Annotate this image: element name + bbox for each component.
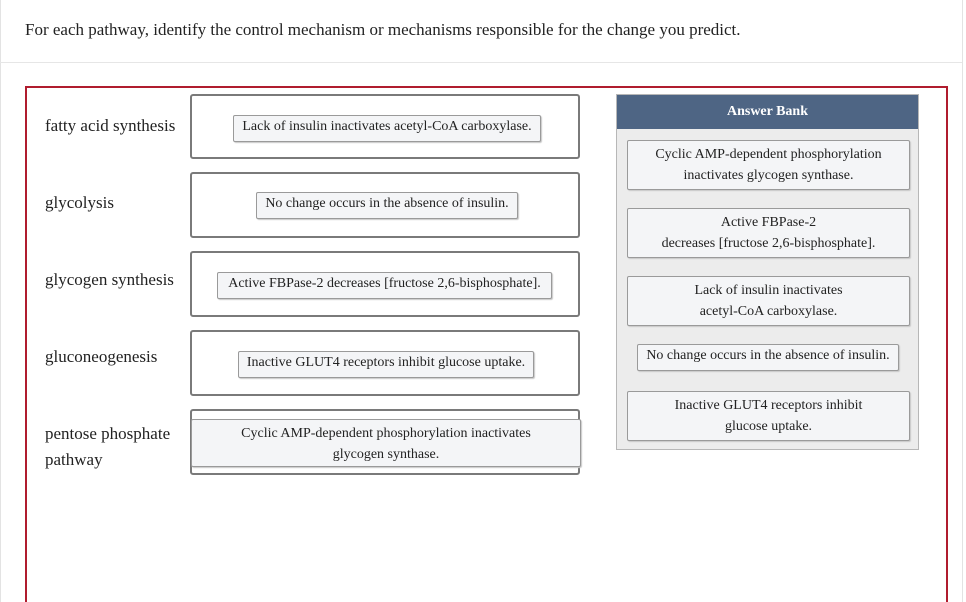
placed-answer-chip[interactable]: No change occurs in the absence of insulin. — [256, 192, 518, 219]
chip-text-line: acetyl-CoA carboxylase. — [699, 304, 838, 319]
pathway-label-glycolysis: glycolysis — [45, 193, 114, 212]
pathway-label-pentose-phosphate — [45, 421, 170, 473]
chip-text-line: Cyclic AMP-dependent phosphorylation — [655, 147, 882, 162]
placed-answer-chip[interactable] — [191, 419, 581, 467]
answer-bank-chip-no-change[interactable] — [637, 344, 899, 371]
chip-text-line: glucose uptake. — [724, 419, 813, 434]
pathway-label-glycogen-synthesis: glycogen synthesis — [45, 270, 174, 289]
chip-text-line: Lack of insulin inactivates — [694, 283, 843, 298]
placed-answer-chip[interactable]: Lack of insulin inactivates acetyl-CoA carboxylase. — [233, 115, 541, 142]
answer-bank — [616, 94, 919, 450]
answer-bank-chip-cyclic-amp[interactable] — [627, 140, 910, 190]
placed-answer-chip[interactable]: Inactive GLUT4 receptors inhibit glucose uptake. — [238, 351, 534, 378]
chip-text-line: No change occurs in the absence of insulin. — [646, 348, 890, 363]
divider — [0, 62, 962, 63]
answer-bank-chip-glut4[interactable] — [627, 391, 910, 441]
drop-target-glycogen-synthesis[interactable] — [190, 251, 580, 317]
drop-target-glycolysis[interactable] — [190, 172, 580, 238]
question-instructions: For each pathway, identify the control mechanism or mechanisms responsible for the change you predict. — [25, 20, 741, 39]
chip-text-line: inactivates glycogen synthase. — [683, 168, 854, 183]
pathway-label-fatty-acid-synthesis: fatty acid synthesis — [45, 116, 176, 135]
pathway-label-gluconeogenesis: gluconeogenesis — [45, 347, 158, 366]
left-rule — [0, 0, 1, 602]
drop-target-fatty-acid-synthesis[interactable] — [190, 94, 580, 159]
drop-target-gluconeogenesis[interactable] — [190, 330, 580, 396]
chip-text-line: glycogen synthase. — [332, 447, 440, 462]
right-rule — [962, 0, 963, 602]
answer-bank-chip-insulin-acc[interactable] — [627, 276, 910, 326]
chip-text-line: decreases [fructose 2,6-bisphosphate]. — [661, 236, 876, 251]
chip-text-line: Cyclic AMP-dependent phosphorylation inactivates — [241, 426, 531, 441]
drop-target-pentose-phosphate[interactable] — [190, 409, 580, 475]
pathway-label-line: pentose phosphate — [45, 424, 171, 443]
chip-text-line: Inactive GLUT4 receptors inhibit — [674, 398, 863, 413]
pathway-label-line: pathway — [45, 450, 103, 469]
answer-bank-title: Answer Bank — [617, 95, 918, 129]
chip-text-line: Active FBPase-2 — [720, 215, 817, 230]
answer-bank-chip-fbpase-2[interactable] — [627, 208, 910, 258]
placed-answer-chip[interactable]: Active FBPase-2 decreases [fructose 2,6-bisphosphate]. — [217, 272, 552, 299]
